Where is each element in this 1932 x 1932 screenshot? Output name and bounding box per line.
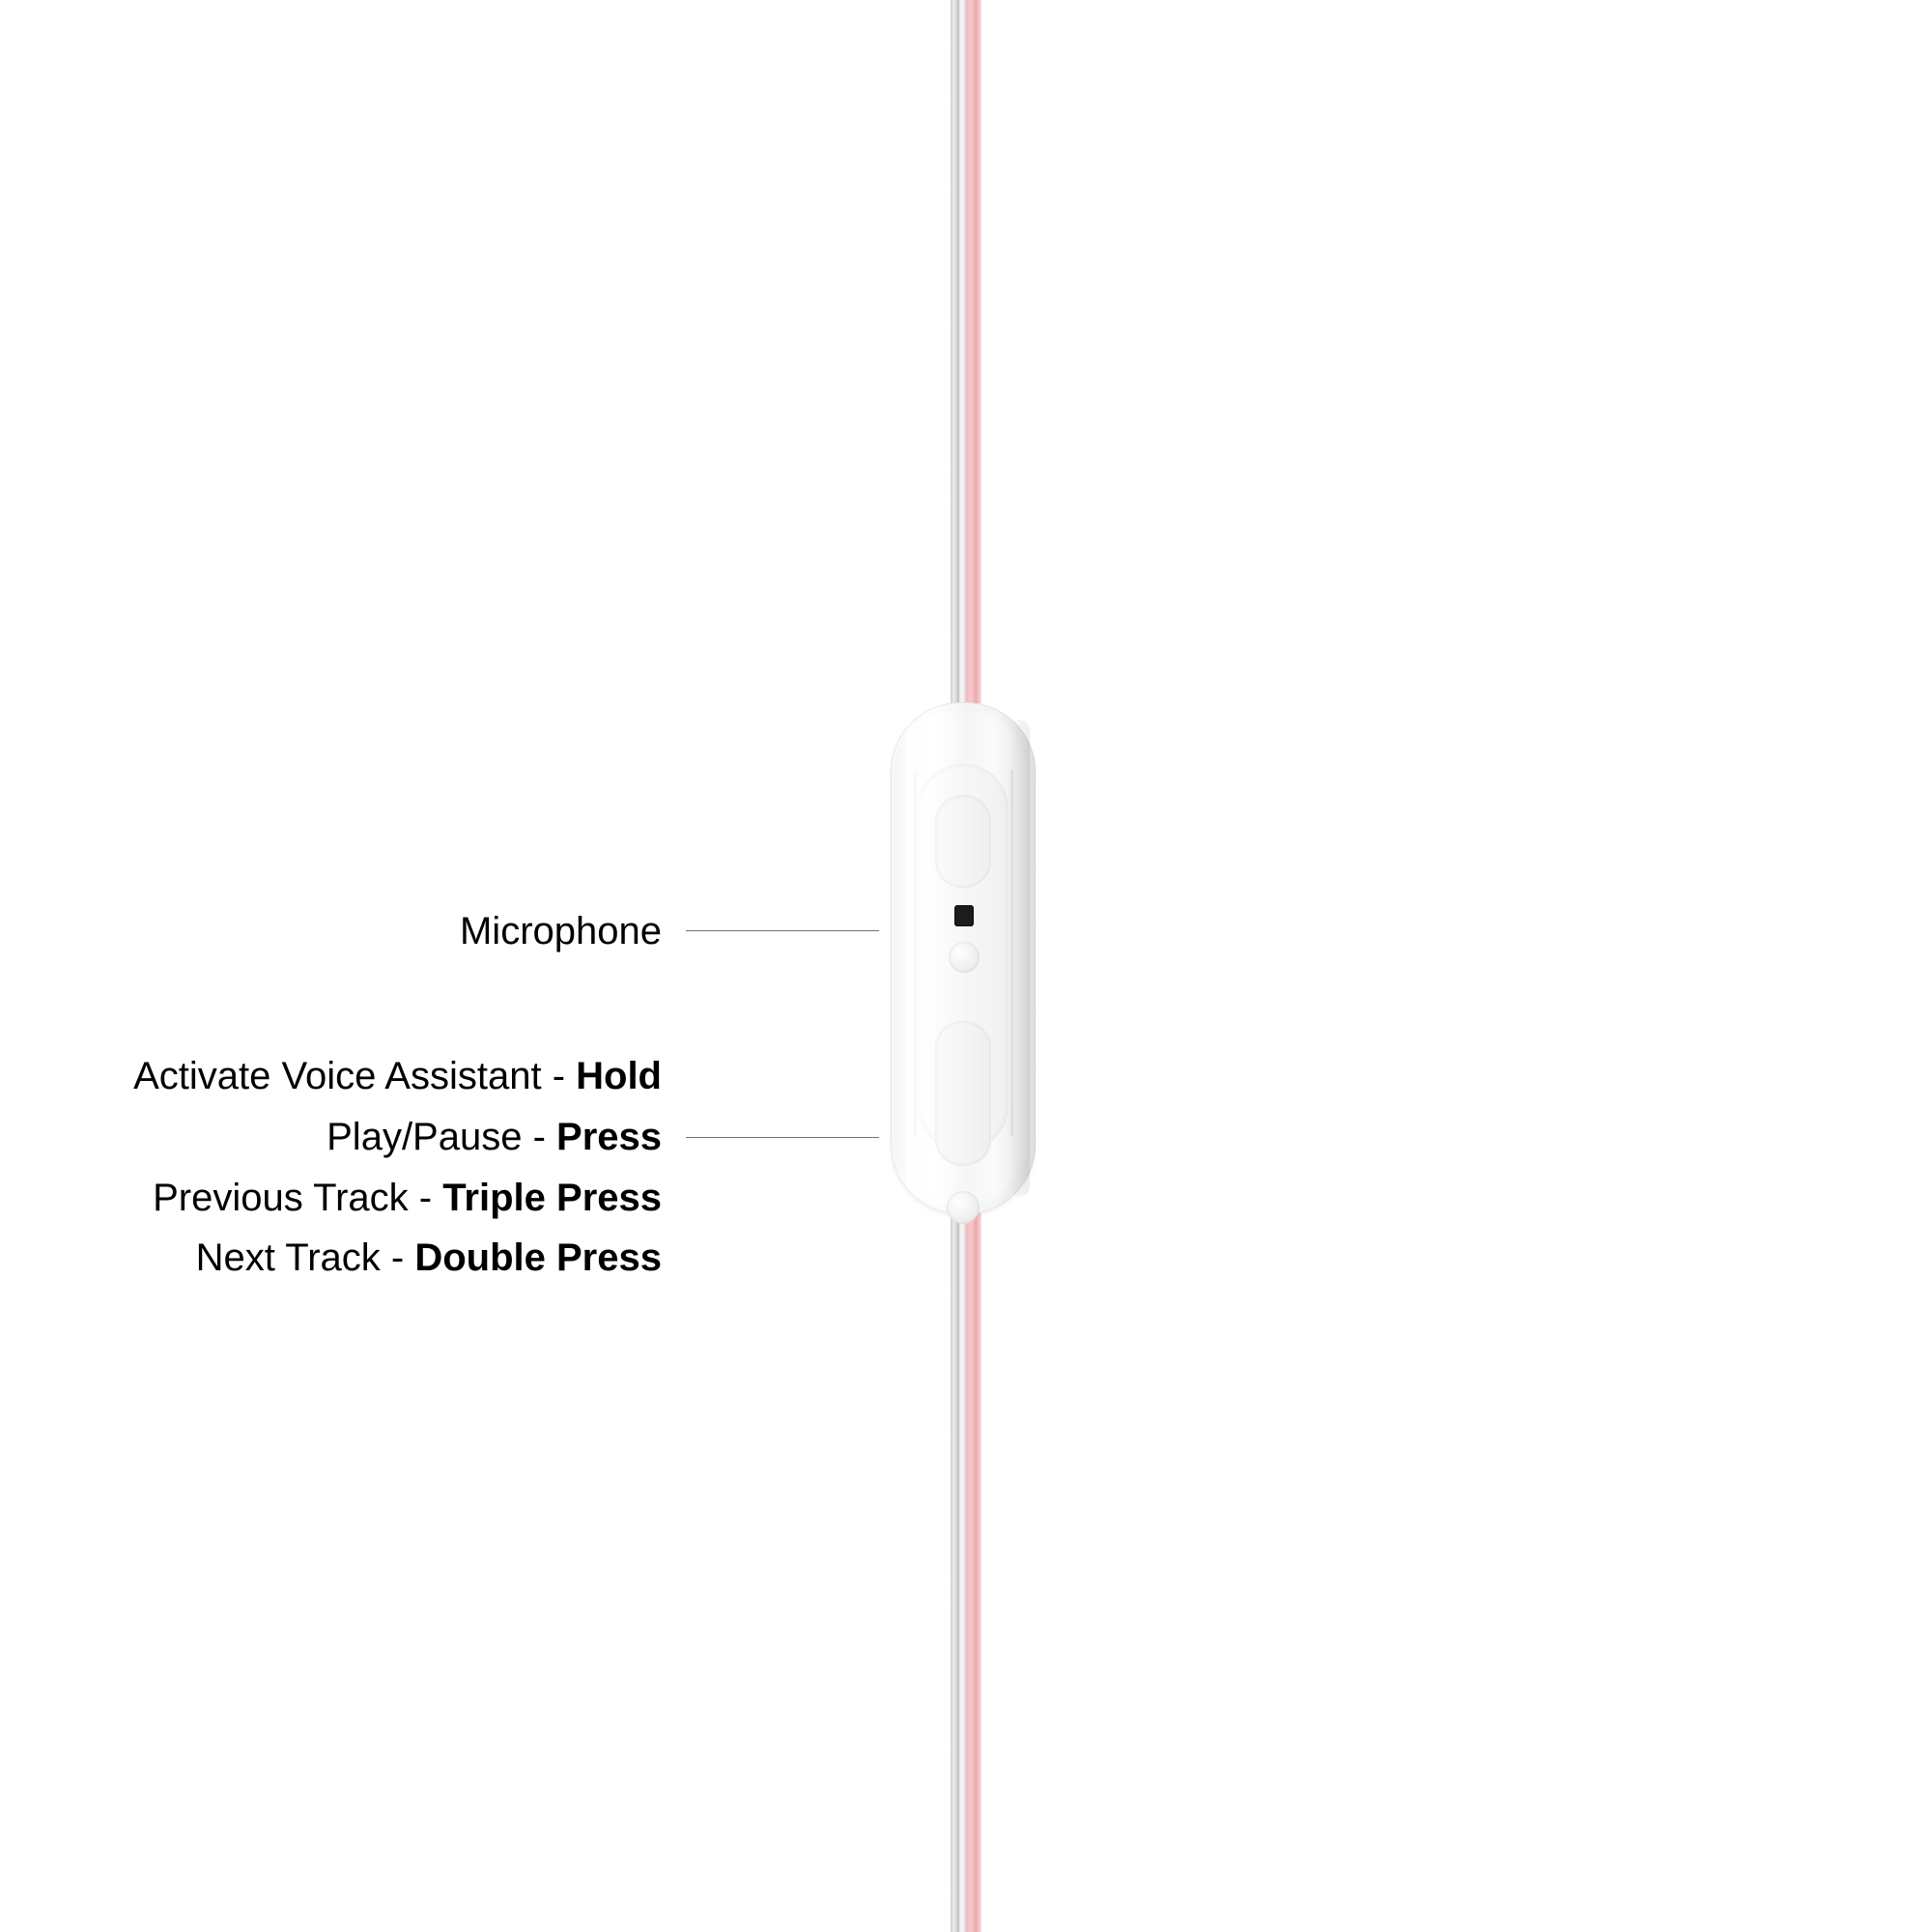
remote-bottom-detail — [947, 1191, 980, 1224]
control-action-play-pause: Play/Pause — [327, 1115, 523, 1158]
remote-upper-button[interactable] — [935, 795, 991, 888]
control-separator-play-pause: - — [522, 1115, 557, 1158]
control-gesture-previous-track: Triple Press — [442, 1176, 662, 1219]
leader-line-microphone — [686, 930, 879, 931]
callout-controls — [39, 1051, 662, 1284]
control-action-voice-assistant: Activate Voice Assistant — [133, 1055, 542, 1097]
control-action-previous-track: Previous Track — [153, 1176, 409, 1219]
remote-highlight — [906, 722, 931, 1195]
callout-microphone-label: Microphone — [459, 910, 662, 952]
remote-lower-button[interactable] — [935, 1021, 991, 1166]
leader-line-controls — [686, 1137, 879, 1138]
callout-microphone — [135, 906, 662, 957]
control-separator-previous-track: - — [408, 1176, 443, 1219]
control-gesture-play-pause: Press — [556, 1115, 662, 1158]
control-row-voice-assistant — [39, 1051, 662, 1102]
control-row-play-pause — [39, 1112, 662, 1163]
inline-remote-module — [891, 702, 1036, 1214]
remote-center-button[interactable] — [949, 942, 980, 973]
control-row-next-track — [39, 1233, 662, 1284]
control-row-previous-track — [39, 1173, 662, 1224]
remote-shading — [1009, 720, 1030, 1197]
control-separator-voice-assistant: - — [541, 1055, 577, 1097]
control-separator-next-track: - — [380, 1236, 415, 1280]
control-action-next-track: Next Track — [195, 1236, 381, 1280]
control-gesture-voice-assistant: Hold — [576, 1055, 662, 1097]
control-gesture-next-track: Double Press — [414, 1236, 662, 1280]
microphone-port — [954, 905, 974, 926]
